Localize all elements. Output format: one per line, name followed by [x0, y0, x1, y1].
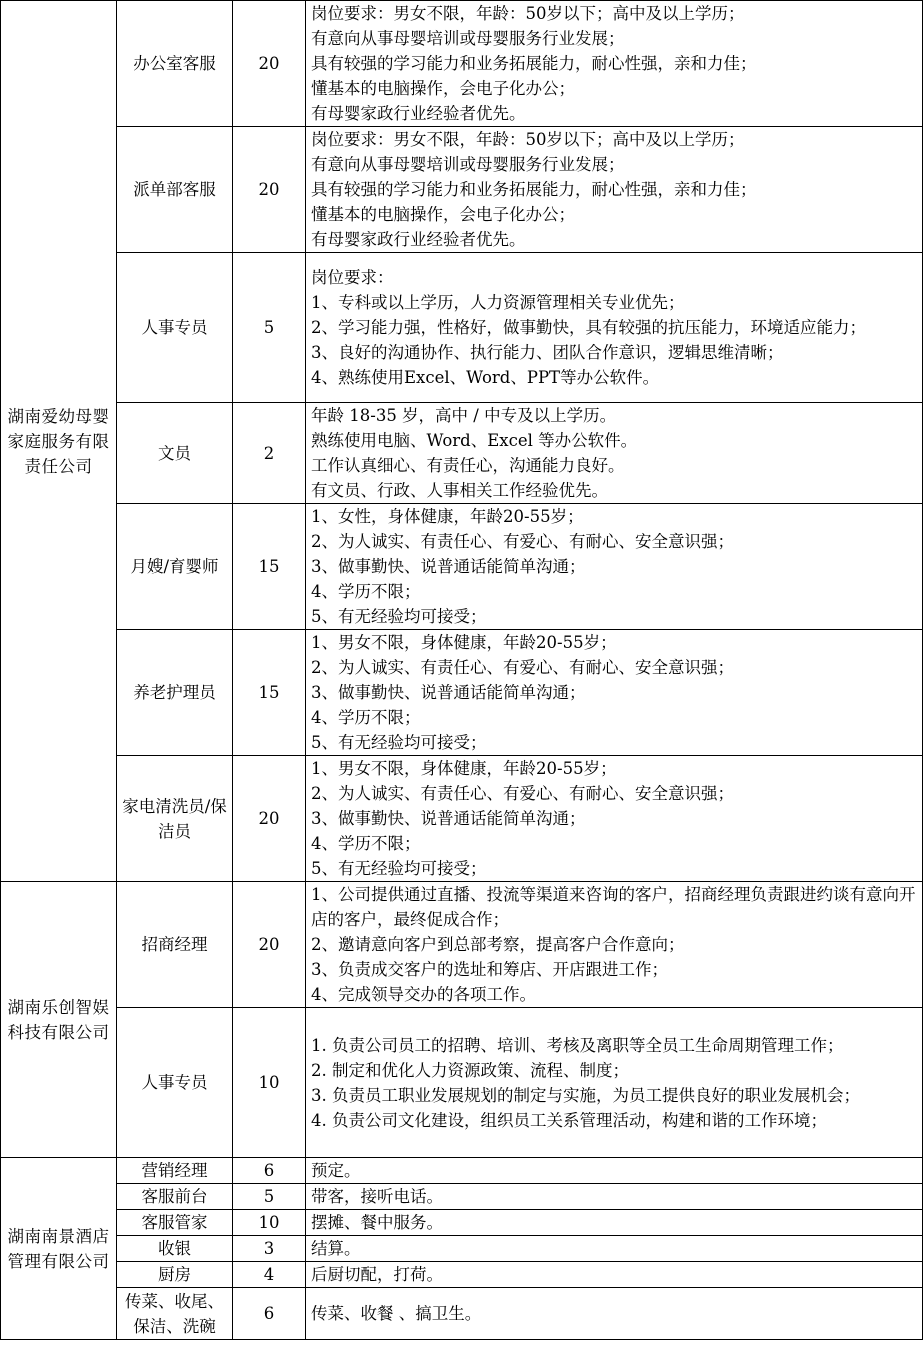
requirement-line: 具有较强的学习能力和业务拓展能力，耐心性强，亲和力佳； [311, 54, 757, 73]
table-row [1, 630, 923, 756]
requirement-line: 2、邀请意向客户到总部考察，提高客户合作意向； [311, 935, 685, 954]
table-row [1, 1008, 923, 1158]
table-row [1, 253, 923, 403]
requirement-line: 懂基本的电脑操作，会电子化办公； [311, 205, 575, 224]
job-requirements [306, 403, 923, 504]
job-title: 客服管家 [117, 1210, 233, 1236]
requirement-line: 3、良好的沟通协作、执行能力、团队合作意识，逻辑思维清晰； [311, 343, 784, 362]
job-title: 文员 [117, 403, 233, 504]
requirement-line: 2、为人诚实、有责任心、有爱心、有耐心、安全意识强； [311, 658, 734, 677]
job-title: 月嫂/育婴师 [117, 504, 233, 630]
job-headcount: 15 [233, 504, 306, 630]
requirement-line: 5、有无经验均可接受； [311, 607, 487, 626]
requirement-line: 1. 负责公司员工的招聘、培训、考核及离职等全员工生命周期管理工作； [311, 1035, 844, 1055]
requirement-line: 4、学历不限； [311, 582, 421, 601]
requirement-line: 传菜、收餐 、搞卫生。 [311, 1304, 482, 1323]
job-requirements [306, 504, 923, 630]
job-requirements [306, 882, 923, 1008]
table-row [1, 127, 923, 253]
requirement-line: 岗位要求： [311, 268, 394, 287]
requirement-line: 结算。 [311, 1239, 361, 1258]
requirement-line: 3. 负责员工职业发展规划的制定与实施，为员工提供良好的职业发展机会； [311, 1085, 860, 1105]
requirement-line: 1、男女不限，身体健康，年龄20-55岁； [311, 633, 617, 652]
job-headcount: 6 [233, 1288, 306, 1340]
job-title: 收银 [117, 1236, 233, 1262]
job-headcount: 5 [233, 253, 306, 403]
job-title: 养老护理员 [117, 630, 233, 756]
requirement-line: 3、做事勤快、说普通话能简单沟通； [311, 557, 586, 576]
requirement-line: 2、为人诚实、有责任心、有爱心、有耐心、安全意识强； [311, 784, 734, 803]
job-title: 招商经理 [117, 882, 233, 1008]
job-headcount: 4 [233, 1262, 306, 1288]
table-row [1, 882, 923, 1008]
requirement-line: 4、熟练使用Excel、Word、PPT等办公软件。 [311, 368, 660, 387]
requirement-line: 岗位要求：男女不限，年龄：50岁以下；高中及以上学历； [311, 4, 745, 23]
job-requirements [306, 1, 923, 127]
job-requirements [306, 1008, 923, 1158]
requirement-line: 具有较强的学习能力和业务拓展能力，耐心性强，亲和力佳； [311, 180, 757, 199]
job-requirements [306, 630, 923, 756]
requirement-line: 4、学历不限； [311, 708, 421, 727]
job-headcount: 3 [233, 1236, 306, 1262]
requirement-line: 4、完成领导交办的各项工作。 [311, 985, 536, 1004]
requirement-line: 3、做事勤快、说普通话能简单沟通； [311, 683, 586, 702]
job-headcount: 20 [233, 882, 306, 1008]
job-headcount: 20 [233, 1, 306, 127]
table-row [1, 1288, 923, 1340]
requirement-line: 4、学历不限； [311, 834, 421, 853]
job-title: 厨房 [117, 1262, 233, 1288]
job-title: 人事专员 [117, 253, 233, 403]
job-headcount: 5 [233, 1184, 306, 1210]
job-headcount: 10 [233, 1008, 306, 1158]
company-name: 湖南爱幼母婴家庭服务有限责任公司 [1, 1, 117, 882]
table-row [1, 1262, 923, 1288]
requirement-line: 摆摊、餐中服务。 [311, 1213, 443, 1232]
requirement-line: 懂基本的电脑操作，会电子化办公； [311, 79, 575, 98]
table-row [1, 1184, 923, 1210]
requirement-line: 2. 制定和优化人力资源政策、流程、制度； [311, 1060, 629, 1080]
table-row [1, 1210, 923, 1236]
job-title: 家电清洗员/保洁员 [117, 756, 233, 882]
requirement-line: 有意向从事母婴培训或母婴服务行业发展； [311, 155, 625, 174]
job-requirements [306, 1288, 923, 1340]
requirement-line: 4. 负责公司文化建设，组织员工关系管理活动，构建和谐的工作环境； [311, 1110, 827, 1130]
requirement-line: 2、学习能力强，性格好，做事勤快，具有较强的抗压能力，环境适应能力； [311, 318, 866, 337]
requirement-line: 后厨切配，打荷。 [311, 1265, 443, 1284]
job-title: 客服前台 [117, 1184, 233, 1210]
requirement-line: 有母婴家政行业经验者优先。 [311, 104, 526, 123]
requirement-line: 1、女性，身体健康，年龄20-55岁； [311, 507, 584, 526]
table-row [1, 756, 923, 882]
job-requirements [306, 756, 923, 882]
requirement-line: 有母婴家政行业经验者优先。 [311, 230, 526, 249]
table-row [1, 1236, 923, 1262]
requirement-line: 有文员、行政、人事相关工作经验优先。 [311, 481, 608, 500]
requirement-line: 预定。 [311, 1161, 361, 1180]
job-requirements [306, 1262, 923, 1288]
company-name: 湖南乐创智娱科技有限公司 [1, 882, 117, 1158]
job-headcount: 20 [233, 127, 306, 253]
job-title: 办公室客服 [117, 1, 233, 127]
requirement-line: 3、负责成交客户的选址和筹店、开店跟进工作； [311, 960, 668, 979]
job-headcount: 6 [233, 1158, 306, 1184]
company-name: 湖南南景酒店管理有限公司 [1, 1158, 117, 1340]
requirement-line: 有意向从事母婴培训或母婴服务行业发展； [311, 29, 625, 48]
job-headcount: 15 [233, 630, 306, 756]
job-title: 传菜、收尾、保洁、洗碗 [117, 1288, 233, 1340]
table-row [1, 504, 923, 630]
job-title: 人事专员 [117, 1008, 233, 1158]
requirement-line: 2、为人诚实、有责任心、有爱心、有耐心、安全意识强； [311, 532, 734, 551]
job-requirements [306, 1236, 923, 1262]
requirement-line: 岗位要求：男女不限，年龄：50岁以下；高中及以上学历； [311, 130, 745, 149]
job-requirements [306, 1158, 923, 1184]
job-title: 派单部客服 [117, 127, 233, 253]
requirement-line: 1、男女不限，身体健康，年龄20-55岁； [311, 759, 617, 778]
job-title: 营销经理 [117, 1158, 233, 1184]
requirement-line: 5、有无经验均可接受； [311, 733, 487, 752]
job-requirements [306, 1210, 923, 1236]
table-row [1, 1, 923, 127]
job-requirements [306, 127, 923, 253]
requirement-line: 1、专科或以上学历，人力资源管理相关专业优先； [311, 293, 685, 312]
requirement-line: 3、做事勤快、说普通话能简单沟通； [311, 809, 586, 828]
requirement-line: 年龄 18-35 岁，高中 / 中专及以上学历。 [311, 406, 617, 425]
job-headcount: 10 [233, 1210, 306, 1236]
table-row [1, 403, 923, 504]
job-requirements [306, 253, 923, 403]
job-headcount: 2 [233, 403, 306, 504]
job-headcount: 20 [233, 756, 306, 882]
requirement-line: 5、有无经验均可接受； [311, 859, 487, 878]
requirement-line: 熟练使用电脑、Word、Excel 等办公软件。 [311, 431, 638, 450]
job-requirements [306, 1184, 923, 1210]
requirement-line: 工作认真细心、有责任心，沟通能力良好。 [311, 456, 625, 475]
requirement-line: 带客，接听电话。 [311, 1187, 443, 1206]
requirement-line: 1、公司提供通过直播、投流等渠道来咨询的客户，招商经理负责跟进约谈有意向开店的客户，最终促成合作； [311, 885, 916, 929]
table-row [1, 1158, 923, 1184]
